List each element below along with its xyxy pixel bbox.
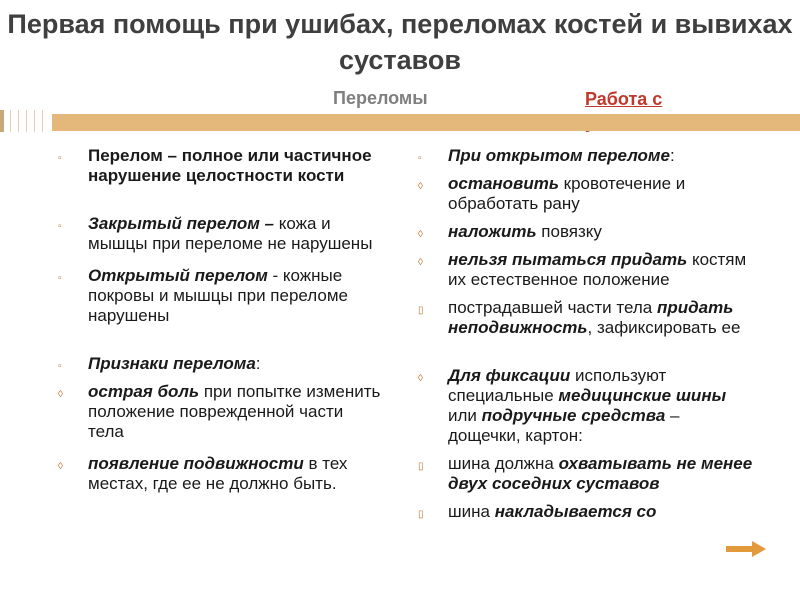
square-bullet-icon: ▯ xyxy=(418,461,424,472)
sign-pain-text: при попытке изменить положение поврежденной части тела xyxy=(88,382,381,441)
section-label-fractures: Переломы xyxy=(333,88,428,108)
sign-mobility-term: появление подвижности xyxy=(88,454,304,473)
list-item xyxy=(418,146,753,166)
open-fracture-text: - кожные покровы и мышцы при переломе нарушены xyxy=(88,266,349,325)
immobilize-term: придать неподвижность xyxy=(448,298,734,337)
open-fracture-term: Открытый перелом xyxy=(88,266,268,285)
square-bullet-icon: ◊ xyxy=(418,229,423,240)
square-bullet-icon: ◊ xyxy=(58,461,63,472)
list-item xyxy=(58,214,383,254)
square-bullet-icon: ▫ xyxy=(58,361,62,372)
decor-tick xyxy=(10,110,11,132)
list-item xyxy=(418,222,753,242)
decor-left-bar xyxy=(0,110,4,132)
splint-rule-1-term: охватывать не менее двух соседних суставов xyxy=(448,454,753,493)
square-bullet-icon: ▫ xyxy=(58,221,62,232)
square-bullet-icon: ◊ xyxy=(418,181,423,192)
stop-term: остановить xyxy=(448,174,559,193)
open-fracture-aid-colon: : xyxy=(669,146,675,165)
list-item xyxy=(58,454,383,494)
fixation-text-3: – дощечки, картон: xyxy=(448,406,680,445)
square-bullet-icon: ▫ xyxy=(58,153,62,164)
list-item xyxy=(418,366,753,446)
closed-fracture-text: кожа и мышцы при переломе не нарушены xyxy=(88,214,373,253)
decor-tick xyxy=(18,110,19,132)
sign-pain-term: острая боль xyxy=(88,382,200,401)
closed-fracture-term: Закрытый перелом – xyxy=(88,214,275,233)
decor-tick xyxy=(34,110,35,132)
right-column xyxy=(418,146,753,530)
list-item xyxy=(418,174,753,214)
forbidden-term: нельзя пытаться придать xyxy=(448,250,688,269)
decor-tick xyxy=(42,110,43,132)
slide-title: Первая помощь при ушибах, переломах костей и вывихах суставов xyxy=(7,9,793,75)
signs-colon: : xyxy=(255,354,261,373)
list-item xyxy=(58,354,383,374)
left-column xyxy=(58,146,383,506)
decor-accent-band xyxy=(52,114,800,131)
fixation-text-2: или xyxy=(448,406,482,425)
splint-rule-2-prefix: шина xyxy=(448,502,495,521)
square-bullet-icon: ▯ xyxy=(418,305,424,316)
splint-rule-1-prefix: шина должна xyxy=(448,454,559,473)
square-bullet-icon: ▯ xyxy=(418,509,424,520)
fixation-text-1: используют специальные xyxy=(448,366,667,405)
bandage-term: наложить xyxy=(448,222,537,241)
splint-rule-2-term: накладывается со xyxy=(494,502,657,521)
textbook-link-text[interactable]: Работа с xyxy=(585,89,663,109)
square-bullet-icon: ▫ xyxy=(418,153,422,164)
signs-heading: Признаки перелома xyxy=(88,354,256,373)
open-fracture-aid-heading: При открытом переломе xyxy=(448,146,670,165)
forbidden-text: костям их естественное положение xyxy=(448,250,747,289)
list-item xyxy=(58,266,383,326)
sign-mobility-text: в тех местах, где ее не должно быть. xyxy=(88,454,348,493)
fracture-definition: Перелом – полное или частичное нарушение целостности кости xyxy=(88,146,372,185)
fixation-term: Для фиксации xyxy=(448,366,571,385)
list-item xyxy=(58,146,383,186)
fixation-improvised: подручные средства xyxy=(481,406,666,425)
square-bullet-icon: ▫ xyxy=(58,273,62,284)
stop-text: кровотечение и обработать рану xyxy=(448,174,686,213)
list-item xyxy=(418,298,753,338)
right-arrow-icon[interactable] xyxy=(726,541,766,557)
list-item xyxy=(418,454,753,494)
decor-tick xyxy=(26,110,27,132)
square-bullet-icon: ◊ xyxy=(418,373,423,384)
immobilize-prefix: пострадавшей части тела xyxy=(448,298,657,317)
square-bullet-icon: ◊ xyxy=(418,257,423,268)
arrow-shape xyxy=(726,541,766,557)
immobilize-text: , зафиксировать ее xyxy=(587,318,741,337)
list-item xyxy=(418,502,753,522)
fixation-medical-splints: медицинские шины xyxy=(558,386,727,405)
square-bullet-icon: ◊ xyxy=(58,389,63,400)
list-item xyxy=(58,382,383,442)
bandage-text: повязку xyxy=(536,222,602,241)
list-item xyxy=(418,250,753,290)
